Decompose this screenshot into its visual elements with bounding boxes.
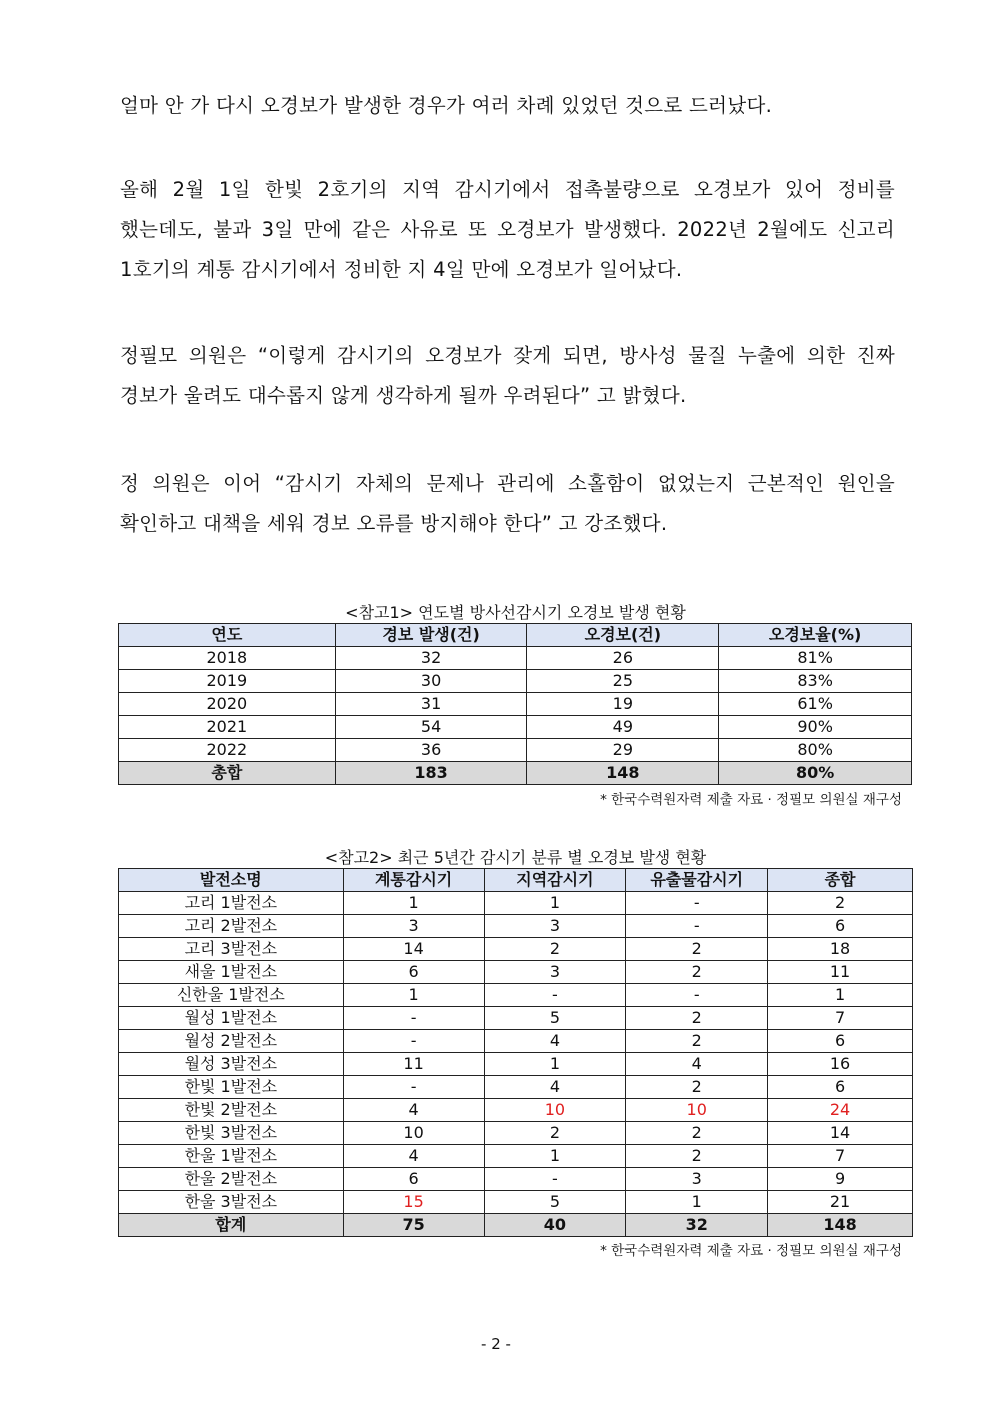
table2-header-cell: 발전소명 xyxy=(119,869,344,892)
table-cell: 18 xyxy=(768,938,913,961)
table-cell: 3 xyxy=(626,1168,768,1191)
table-cell: 24 xyxy=(768,1099,913,1122)
table-cell: 4 xyxy=(343,1099,484,1122)
table-cell: 5 xyxy=(484,1191,626,1214)
table-cell: 49 xyxy=(527,716,719,739)
table-cell: 1 xyxy=(484,1145,626,1168)
table-cell: 1 xyxy=(626,1191,768,1214)
paragraph-3: 정필모 의원은 “이렇게 감시기의 오경보가 잦게 되면, 방사성 물질 누출에 의한 진짜 경보가 울려도 대수롭지 않게 생각하게 될까 우려된다” 고 밝혔다. xyxy=(120,344,895,407)
table-row xyxy=(119,1053,913,1076)
table-row xyxy=(119,938,913,961)
table1-note: * 한국수력원자력 제출 자료 · 정필모 의원실 재구성 xyxy=(600,792,902,808)
table2-header-cell: 종합 xyxy=(768,869,913,892)
table-cell: - xyxy=(626,915,768,938)
table-cell: 2 xyxy=(626,1122,768,1145)
table-cell: 19 xyxy=(527,693,719,716)
table-cell: 31 xyxy=(335,693,527,716)
table-cell: 61% xyxy=(719,693,912,716)
paragraph-4: 정 의원은 이어 “감시기 자체의 문제나 관리에 소홀함이 없었는지 근본적인 원인을 확인하고 대책을 세워 경보 오류를 방지해야 한다” 고 강조했다. xyxy=(120,472,895,535)
table-cell: 2 xyxy=(626,1007,768,1030)
table-row xyxy=(119,1191,913,1214)
table-cell: 2 xyxy=(626,938,768,961)
table-cell: 3 xyxy=(343,915,484,938)
table-cell: 2 xyxy=(626,1145,768,1168)
table-row xyxy=(119,892,913,915)
table-cell: 월성 3발전소 xyxy=(119,1053,344,1076)
table-cell: - xyxy=(484,984,626,1007)
total-cell: 148 xyxy=(768,1214,913,1237)
table-cell: 10 xyxy=(626,1099,768,1122)
table-cell: 6 xyxy=(768,915,913,938)
table-row xyxy=(119,1030,913,1053)
table-cell: 4 xyxy=(484,1030,626,1053)
table-row xyxy=(119,1145,913,1168)
table1-header-cell: 오경보(건) xyxy=(527,624,719,647)
table-cell: 2 xyxy=(626,1030,768,1053)
table-row xyxy=(119,716,912,739)
total-cell: 148 xyxy=(527,762,719,785)
table-cell: 3 xyxy=(484,915,626,938)
table-cell: 32 xyxy=(335,647,527,670)
table-cell: 고리 2발전소 xyxy=(119,915,344,938)
table-cell: 10 xyxy=(343,1122,484,1145)
table-cell: 80% xyxy=(719,739,912,762)
table-cell: - xyxy=(343,1076,484,1099)
table-cell: 새울 1발전소 xyxy=(119,961,344,984)
table-cell: 3 xyxy=(484,961,626,984)
table-cell: 4 xyxy=(626,1053,768,1076)
table-cell: 7 xyxy=(768,1007,913,1030)
table-cell: 11 xyxy=(768,961,913,984)
table-cell: 29 xyxy=(527,739,719,762)
table-cell: 한울 3발전소 xyxy=(119,1191,344,1214)
total-row xyxy=(119,762,912,785)
table-cell: 10 xyxy=(484,1099,626,1122)
table-cell: 83% xyxy=(719,670,912,693)
table-row xyxy=(119,915,913,938)
table2-header-cell: 유출물감시기 xyxy=(626,869,768,892)
table2-header-row xyxy=(119,869,913,892)
table-cell: 4 xyxy=(343,1145,484,1168)
table-cell: 30 xyxy=(335,670,527,693)
table-cell: 한울 2발전소 xyxy=(119,1168,344,1191)
total-cell: 32 xyxy=(626,1214,768,1237)
table-cell: 1 xyxy=(343,892,484,915)
table-cell: 6 xyxy=(768,1030,913,1053)
page-number: - 2 - xyxy=(481,1335,511,1353)
table-cell: 81% xyxy=(719,647,912,670)
table-cell: 21 xyxy=(768,1191,913,1214)
table1 xyxy=(118,623,912,785)
table2-caption: <참고2> 최근 5년간 감시기 분류 별 오경보 발생 현황 xyxy=(324,848,707,867)
table1-header-cell: 경보 발생(건) xyxy=(335,624,527,647)
total-cell: 합계 xyxy=(119,1214,344,1237)
table-row xyxy=(119,984,913,1007)
total-row xyxy=(119,1214,913,1237)
table-cell: 6 xyxy=(343,1168,484,1191)
table1-body xyxy=(119,647,912,785)
table-cell: 36 xyxy=(335,739,527,762)
table1-header-cell: 오경보율(%) xyxy=(719,624,912,647)
total-cell: 총합 xyxy=(119,762,336,785)
table-cell: 한울 1발전소 xyxy=(119,1145,344,1168)
table-cell: 한빛 3발전소 xyxy=(119,1122,344,1145)
table-cell: - xyxy=(343,1030,484,1053)
table2-body xyxy=(119,892,913,1237)
table-row xyxy=(119,670,912,693)
table-cell: 7 xyxy=(768,1145,913,1168)
table-cell: - xyxy=(626,984,768,1007)
table-cell: 6 xyxy=(768,1076,913,1099)
table1-caption: <참고1> 연도별 방사선감시기 오경보 발생 현황 xyxy=(345,603,686,622)
table-cell: 2020 xyxy=(119,693,336,716)
table-cell: 2 xyxy=(768,892,913,915)
table-cell: - xyxy=(343,1007,484,1030)
table-row xyxy=(119,1007,913,1030)
table-cell: 14 xyxy=(343,938,484,961)
table-cell: 2019 xyxy=(119,670,336,693)
table-cell: - xyxy=(484,1168,626,1191)
table1-header-cell: 연도 xyxy=(119,624,336,647)
table-cell: 한빛 1발전소 xyxy=(119,1076,344,1099)
table-cell: 16 xyxy=(768,1053,913,1076)
table-cell: 15 xyxy=(343,1191,484,1214)
table-cell: 1 xyxy=(484,1053,626,1076)
table-row xyxy=(119,961,913,984)
table-cell: 26 xyxy=(527,647,719,670)
table-cell: 1 xyxy=(768,984,913,1007)
table-cell: 2021 xyxy=(119,716,336,739)
total-cell: 183 xyxy=(335,762,527,785)
table-cell: 월성 2발전소 xyxy=(119,1030,344,1053)
table2-note: * 한국수력원자력 제출 자료 · 정필모 의원실 재구성 xyxy=(600,1243,902,1259)
table-row xyxy=(119,1099,913,1122)
table-cell: 고리 1발전소 xyxy=(119,892,344,915)
table-cell: 월성 1발전소 xyxy=(119,1007,344,1030)
total-cell: 40 xyxy=(484,1214,626,1237)
table-cell: 2 xyxy=(484,938,626,961)
table-cell: 14 xyxy=(768,1122,913,1145)
table-row xyxy=(119,1122,913,1145)
table-cell: 9 xyxy=(768,1168,913,1191)
table-cell: 고리 3발전소 xyxy=(119,938,344,961)
table-cell: 2018 xyxy=(119,647,336,670)
table-row xyxy=(119,1076,913,1099)
total-cell: 75 xyxy=(343,1214,484,1237)
table2 xyxy=(118,868,913,1237)
table-cell: 한빛 2발전소 xyxy=(119,1099,344,1122)
table-row xyxy=(119,693,912,716)
table1-header-row xyxy=(119,624,912,647)
table-row xyxy=(119,1168,913,1191)
total-cell: 80% xyxy=(719,762,912,785)
table-cell: 신한울 1발전소 xyxy=(119,984,344,1007)
table-cell: 2 xyxy=(626,1076,768,1099)
table-cell: 11 xyxy=(343,1053,484,1076)
table-cell: 2022 xyxy=(119,739,336,762)
paragraph-1: 얼마 안 가 다시 오경보가 발생한 경우가 여러 차례 있었던 것으로 드러났다. xyxy=(120,94,773,117)
table2-header-cell: 지역감시기 xyxy=(484,869,626,892)
table-cell: 2 xyxy=(484,1122,626,1145)
table-cell: 6 xyxy=(343,961,484,984)
table-cell: 5 xyxy=(484,1007,626,1030)
table-row xyxy=(119,647,912,670)
table-cell: 1 xyxy=(484,892,626,915)
paragraph-2: 올해 2월 1일 한빛 2호기의 지역 감시기에서 접촉불량으로 오경보가 있어 정비를 했는데도, 불과 3일 만에 같은 사유로 또 오경보가 발생했다. 2022년 2월에도 신고리 1호기의 계통 감시기에서 정비한 지 4일 만에 오경보가 일어났다. xyxy=(120,178,895,281)
table-row xyxy=(119,739,912,762)
table2-header-cell: 계통감시기 xyxy=(343,869,484,892)
table-cell: - xyxy=(626,892,768,915)
table-cell: 2 xyxy=(626,961,768,984)
table-cell: 25 xyxy=(527,670,719,693)
table-cell: 1 xyxy=(343,984,484,1007)
table-cell: 54 xyxy=(335,716,527,739)
table-cell: 90% xyxy=(719,716,912,739)
table-cell: 4 xyxy=(484,1076,626,1099)
